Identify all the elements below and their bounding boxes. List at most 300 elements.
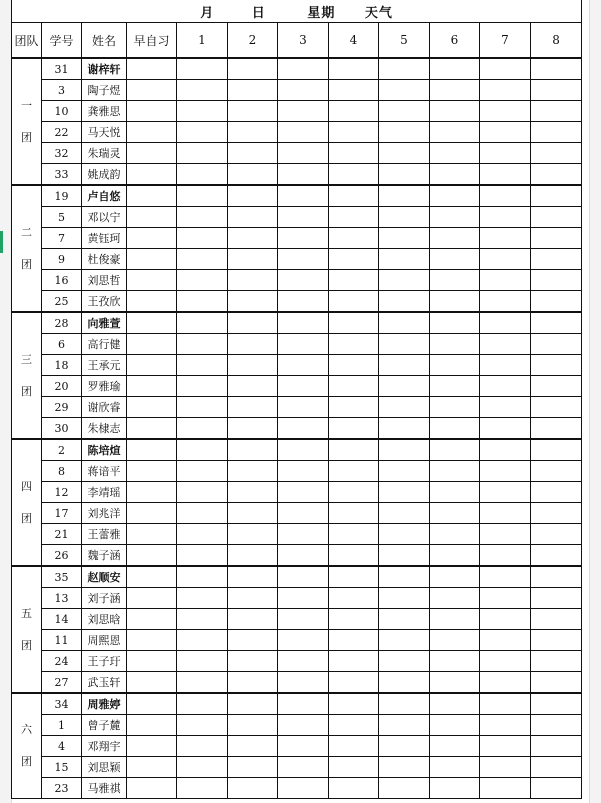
period-cell[interactable] — [228, 778, 278, 799]
period-cell[interactable] — [329, 228, 379, 249]
period-cell[interactable] — [177, 524, 228, 545]
period-cell[interactable] — [379, 207, 430, 228]
period-cell[interactable] — [480, 715, 531, 736]
period-cell[interactable] — [278, 334, 329, 355]
period-cell[interactable] — [177, 778, 228, 799]
period-cell[interactable] — [278, 80, 329, 101]
period-cell[interactable] — [379, 693, 430, 715]
period-cell[interactable] — [228, 524, 278, 545]
morning-study-cell[interactable] — [127, 651, 177, 672]
period-cell[interactable] — [379, 715, 430, 736]
period-cell[interactable] — [228, 312, 278, 334]
period-cell[interactable] — [430, 566, 480, 588]
period-cell[interactable] — [329, 249, 379, 270]
period-cell[interactable] — [531, 291, 582, 313]
period-cell[interactable] — [228, 503, 278, 524]
period-cell[interactable] — [531, 397, 582, 418]
period-cell[interactable] — [531, 693, 582, 715]
period-cell[interactable] — [379, 588, 430, 609]
period-cell[interactable] — [278, 249, 329, 270]
period-cell[interactable] — [278, 672, 329, 694]
period-cell[interactable] — [480, 376, 531, 397]
student-id-cell[interactable]: 2 — [42, 439, 82, 461]
student-id-cell[interactable]: 13 — [42, 588, 82, 609]
period-cell[interactable] — [278, 164, 329, 186]
period-cell[interactable] — [480, 143, 531, 164]
student-name-cell[interactable]: 王承元 — [82, 355, 127, 376]
period-cell[interactable] — [430, 482, 480, 503]
student-id-cell[interactable]: 3 — [42, 80, 82, 101]
period-cell[interactable] — [329, 672, 379, 694]
period-cell[interactable] — [329, 122, 379, 143]
period-cell[interactable] — [228, 693, 278, 715]
period-cell[interactable] — [329, 715, 379, 736]
period-cell[interactable] — [177, 291, 228, 313]
period-cell[interactable] — [329, 312, 379, 334]
period-cell[interactable] — [278, 757, 329, 778]
period-cell[interactable] — [531, 355, 582, 376]
student-name-cell[interactable]: 周熙恩 — [82, 630, 127, 651]
period-cell[interactable] — [278, 185, 329, 207]
period-cell[interactable] — [278, 122, 329, 143]
student-name-cell[interactable]: 杜俊豪 — [82, 249, 127, 270]
student-id-cell[interactable]: 33 — [42, 164, 82, 186]
period-cell[interactable] — [531, 143, 582, 164]
period-cell[interactable] — [379, 566, 430, 588]
student-name-cell[interactable]: 刘思晗 — [82, 609, 127, 630]
morning-study-cell[interactable] — [127, 757, 177, 778]
period-cell[interactable] — [430, 672, 480, 694]
period-cell[interactable] — [228, 228, 278, 249]
period-cell[interactable] — [228, 588, 278, 609]
period-cell[interactable] — [278, 715, 329, 736]
header-morning-study[interactable]: 早自习 — [127, 23, 177, 59]
period-cell[interactable] — [329, 207, 379, 228]
period-cell[interactable] — [228, 397, 278, 418]
period-cell[interactable] — [531, 80, 582, 101]
period-cell[interactable] — [430, 778, 480, 799]
period-cell[interactable] — [430, 101, 480, 122]
period-cell[interactable] — [379, 164, 430, 186]
period-cell[interactable] — [329, 524, 379, 545]
period-cell[interactable] — [480, 651, 531, 672]
period-cell[interactable] — [329, 651, 379, 672]
period-cell[interactable] — [430, 312, 480, 334]
student-name-cell[interactable]: 王子玗 — [82, 651, 127, 672]
period-cell[interactable] — [480, 757, 531, 778]
period-cell[interactable] — [228, 291, 278, 313]
period-cell[interactable] — [329, 270, 379, 291]
period-cell[interactable] — [177, 693, 228, 715]
header-period-4[interactable]: 4 — [329, 23, 379, 59]
period-cell[interactable] — [228, 80, 278, 101]
period-cell[interactable] — [531, 524, 582, 545]
period-cell[interactable] — [430, 609, 480, 630]
period-cell[interactable] — [177, 270, 228, 291]
period-cell[interactable] — [480, 185, 531, 207]
period-cell[interactable] — [480, 312, 531, 334]
period-cell[interactable] — [177, 566, 228, 588]
period-cell[interactable] — [531, 376, 582, 397]
period-cell[interactable] — [430, 545, 480, 567]
period-cell[interactable] — [278, 524, 329, 545]
period-cell[interactable] — [430, 355, 480, 376]
period-cell[interactable] — [480, 164, 531, 186]
student-name-cell[interactable]: 卢自悠 — [82, 185, 127, 207]
period-cell[interactable] — [531, 588, 582, 609]
morning-study-cell[interactable] — [127, 566, 177, 588]
student-id-cell[interactable]: 24 — [42, 651, 82, 672]
student-id-cell[interactable]: 19 — [42, 185, 82, 207]
morning-study-cell[interactable] — [127, 312, 177, 334]
period-cell[interactable] — [329, 588, 379, 609]
period-cell[interactable] — [480, 334, 531, 355]
period-cell[interactable] — [480, 228, 531, 249]
student-id-cell[interactable]: 1 — [42, 715, 82, 736]
period-cell[interactable] — [531, 334, 582, 355]
period-cell[interactable] — [278, 503, 329, 524]
period-cell[interactable] — [480, 630, 531, 651]
period-cell[interactable] — [177, 672, 228, 694]
period-cell[interactable] — [379, 185, 430, 207]
period-cell[interactable] — [379, 503, 430, 524]
student-name-cell[interactable]: 赵顺安 — [82, 566, 127, 588]
period-cell[interactable] — [531, 418, 582, 440]
period-cell[interactable] — [329, 80, 379, 101]
period-cell[interactable] — [531, 503, 582, 524]
student-name-cell[interactable]: 邓以宁 — [82, 207, 127, 228]
student-id-cell[interactable]: 31 — [42, 58, 82, 80]
student-id-cell[interactable]: 8 — [42, 461, 82, 482]
student-name-cell[interactable]: 谢欣睿 — [82, 397, 127, 418]
period-cell[interactable] — [278, 397, 329, 418]
period-cell[interactable] — [379, 736, 430, 757]
period-cell[interactable] — [228, 715, 278, 736]
period-cell[interactable] — [228, 355, 278, 376]
morning-study-cell[interactable] — [127, 143, 177, 164]
header-period-5[interactable]: 5 — [379, 23, 430, 59]
student-id-cell[interactable]: 35 — [42, 566, 82, 588]
period-cell[interactable] — [278, 545, 329, 567]
period-cell[interactable] — [531, 736, 582, 757]
period-cell[interactable] — [329, 566, 379, 588]
period-cell[interactable] — [329, 164, 379, 186]
period-cell[interactable] — [480, 461, 531, 482]
period-cell[interactable] — [531, 101, 582, 122]
period-cell[interactable] — [430, 736, 480, 757]
period-cell[interactable] — [278, 143, 329, 164]
period-cell[interactable] — [480, 122, 531, 143]
period-cell[interactable] — [480, 609, 531, 630]
period-cell[interactable] — [278, 418, 329, 440]
period-cell[interactable] — [177, 249, 228, 270]
period-cell[interactable] — [228, 545, 278, 567]
period-cell[interactable] — [480, 545, 531, 567]
period-cell[interactable] — [228, 482, 278, 503]
period-cell[interactable] — [329, 757, 379, 778]
morning-study-cell[interactable] — [127, 439, 177, 461]
header-period-8[interactable]: 8 — [531, 23, 582, 59]
period-cell[interactable] — [480, 503, 531, 524]
period-cell[interactable] — [177, 630, 228, 651]
period-cell[interactable] — [379, 291, 430, 313]
period-cell[interactable] — [480, 101, 531, 122]
student-name-cell[interactable]: 龚雅思 — [82, 101, 127, 122]
period-cell[interactable] — [329, 778, 379, 799]
student-name-cell[interactable]: 武玉轩 — [82, 672, 127, 694]
period-cell[interactable] — [278, 461, 329, 482]
period-cell[interactable] — [379, 418, 430, 440]
period-cell[interactable] — [228, 143, 278, 164]
period-cell[interactable] — [329, 397, 379, 418]
title-cell[interactable] — [12, 0, 582, 23]
morning-study-cell[interactable] — [127, 270, 177, 291]
period-cell[interactable] — [531, 672, 582, 694]
period-cell[interactable] — [480, 418, 531, 440]
morning-study-cell[interactable] — [127, 630, 177, 651]
student-id-cell[interactable]: 12 — [42, 482, 82, 503]
period-cell[interactable] — [329, 736, 379, 757]
student-id-cell[interactable]: 6 — [42, 334, 82, 355]
period-cell[interactable] — [228, 651, 278, 672]
period-cell[interactable] — [379, 122, 430, 143]
morning-study-cell[interactable] — [127, 58, 177, 80]
period-cell[interactable] — [228, 609, 278, 630]
period-cell[interactable] — [278, 376, 329, 397]
period-cell[interactable] — [480, 80, 531, 101]
morning-study-cell[interactable] — [127, 228, 177, 249]
period-cell[interactable] — [379, 101, 430, 122]
period-cell[interactable] — [278, 101, 329, 122]
period-cell[interactable] — [177, 588, 228, 609]
period-cell[interactable] — [177, 461, 228, 482]
period-cell[interactable] — [430, 503, 480, 524]
morning-study-cell[interactable] — [127, 80, 177, 101]
period-cell[interactable] — [430, 143, 480, 164]
student-name-cell[interactable]: 蒋谙平 — [82, 461, 127, 482]
period-cell[interactable] — [379, 651, 430, 672]
group-label-cell[interactable] — [12, 58, 42, 185]
student-name-cell[interactable]: 李靖瑶 — [82, 482, 127, 503]
student-id-cell[interactable]: 11 — [42, 630, 82, 651]
period-cell[interactable] — [177, 334, 228, 355]
morning-study-cell[interactable] — [127, 609, 177, 630]
period-cell[interactable] — [177, 312, 228, 334]
period-cell[interactable] — [329, 609, 379, 630]
student-name-cell[interactable]: 陈培煊 — [82, 439, 127, 461]
period-cell[interactable] — [379, 545, 430, 567]
period-cell[interactable] — [329, 439, 379, 461]
student-id-cell[interactable]: 16 — [42, 270, 82, 291]
morning-study-cell[interactable] — [127, 545, 177, 567]
period-cell[interactable] — [177, 545, 228, 567]
period-cell[interactable] — [430, 376, 480, 397]
period-cell[interactable] — [430, 291, 480, 313]
period-cell[interactable] — [278, 651, 329, 672]
header-period-6[interactable]: 6 — [430, 23, 480, 59]
period-cell[interactable] — [278, 207, 329, 228]
morning-study-cell[interactable] — [127, 397, 177, 418]
period-cell[interactable] — [531, 778, 582, 799]
period-cell[interactable] — [480, 270, 531, 291]
period-cell[interactable] — [480, 693, 531, 715]
period-cell[interactable] — [379, 143, 430, 164]
student-name-cell[interactable]: 刘兆洋 — [82, 503, 127, 524]
period-cell[interactable] — [278, 270, 329, 291]
period-cell[interactable] — [480, 524, 531, 545]
period-cell[interactable] — [278, 58, 329, 80]
period-cell[interactable] — [329, 291, 379, 313]
header-period-2[interactable]: 2 — [228, 23, 278, 59]
header-group[interactable]: 团队 — [12, 23, 42, 59]
morning-study-cell[interactable] — [127, 736, 177, 757]
period-cell[interactable] — [379, 80, 430, 101]
period-cell[interactable] — [329, 334, 379, 355]
period-cell[interactable] — [531, 185, 582, 207]
period-cell[interactable] — [177, 715, 228, 736]
period-cell[interactable] — [430, 439, 480, 461]
period-cell[interactable] — [430, 270, 480, 291]
header-name[interactable]: 姓名 — [82, 23, 127, 59]
student-name-cell[interactable]: 朱瑞灵 — [82, 143, 127, 164]
period-cell[interactable] — [430, 228, 480, 249]
period-cell[interactable] — [379, 757, 430, 778]
period-cell[interactable] — [531, 249, 582, 270]
period-cell[interactable] — [329, 503, 379, 524]
group-label-cell[interactable] — [12, 312, 42, 439]
period-cell[interactable] — [228, 672, 278, 694]
morning-study-cell[interactable] — [127, 778, 177, 799]
student-id-cell[interactable]: 26 — [42, 545, 82, 567]
period-cell[interactable] — [329, 143, 379, 164]
student-id-cell[interactable]: 34 — [42, 693, 82, 715]
student-name-cell[interactable]: 刘子涵 — [82, 588, 127, 609]
period-cell[interactable] — [177, 355, 228, 376]
morning-study-cell[interactable] — [127, 693, 177, 715]
period-cell[interactable] — [177, 736, 228, 757]
period-cell[interactable] — [228, 122, 278, 143]
period-cell[interactable] — [379, 312, 430, 334]
period-cell[interactable] — [278, 588, 329, 609]
period-cell[interactable] — [430, 715, 480, 736]
student-id-cell[interactable]: 30 — [42, 418, 82, 440]
student-name-cell[interactable]: 周雅婷 — [82, 693, 127, 715]
period-cell[interactable] — [329, 58, 379, 80]
morning-study-cell[interactable] — [127, 164, 177, 186]
period-cell[interactable] — [480, 207, 531, 228]
period-cell[interactable] — [430, 651, 480, 672]
period-cell[interactable] — [531, 545, 582, 567]
morning-study-cell[interactable] — [127, 122, 177, 143]
period-cell[interactable] — [177, 376, 228, 397]
period-cell[interactable] — [329, 185, 379, 207]
period-cell[interactable] — [531, 270, 582, 291]
student-id-cell[interactable]: 17 — [42, 503, 82, 524]
period-cell[interactable] — [228, 566, 278, 588]
period-cell[interactable] — [177, 439, 228, 461]
student-id-cell[interactable]: 25 — [42, 291, 82, 313]
period-cell[interactable] — [480, 672, 531, 694]
period-cell[interactable] — [379, 524, 430, 545]
period-cell[interactable] — [177, 80, 228, 101]
header-student-id[interactable]: 学号 — [42, 23, 82, 59]
period-cell[interactable] — [531, 207, 582, 228]
period-cell[interactable] — [379, 778, 430, 799]
period-cell[interactable] — [480, 482, 531, 503]
period-cell[interactable] — [177, 418, 228, 440]
period-cell[interactable] — [329, 355, 379, 376]
period-cell[interactable] — [177, 122, 228, 143]
group-label-cell[interactable] — [12, 185, 42, 312]
period-cell[interactable] — [430, 164, 480, 186]
student-id-cell[interactable]: 18 — [42, 355, 82, 376]
period-cell[interactable] — [329, 482, 379, 503]
period-cell[interactable] — [531, 566, 582, 588]
period-cell[interactable] — [329, 693, 379, 715]
period-cell[interactable] — [430, 524, 480, 545]
period-cell[interactable] — [177, 207, 228, 228]
period-cell[interactable] — [480, 249, 531, 270]
morning-study-cell[interactable] — [127, 185, 177, 207]
period-cell[interactable] — [531, 757, 582, 778]
period-cell[interactable] — [480, 58, 531, 80]
period-cell[interactable] — [177, 482, 228, 503]
period-cell[interactable] — [278, 693, 329, 715]
period-cell[interactable] — [531, 715, 582, 736]
student-name-cell[interactable]: 姚成韵 — [82, 164, 127, 186]
period-cell[interactable] — [278, 439, 329, 461]
period-cell[interactable] — [278, 312, 329, 334]
student-id-cell[interactable]: 32 — [42, 143, 82, 164]
period-cell[interactable] — [177, 185, 228, 207]
period-cell[interactable] — [430, 588, 480, 609]
period-cell[interactable] — [228, 736, 278, 757]
student-name-cell[interactable]: 曾子麓 — [82, 715, 127, 736]
period-cell[interactable] — [531, 482, 582, 503]
period-cell[interactable] — [531, 461, 582, 482]
period-cell[interactable] — [278, 228, 329, 249]
period-cell[interactable] — [228, 757, 278, 778]
period-cell[interactable] — [278, 609, 329, 630]
period-cell[interactable] — [329, 418, 379, 440]
period-cell[interactable] — [329, 630, 379, 651]
period-cell[interactable] — [379, 355, 430, 376]
period-cell[interactable] — [379, 249, 430, 270]
period-cell[interactable] — [228, 185, 278, 207]
period-cell[interactable] — [177, 757, 228, 778]
period-cell[interactable] — [480, 778, 531, 799]
student-id-cell[interactable]: 20 — [42, 376, 82, 397]
morning-study-cell[interactable] — [127, 355, 177, 376]
student-id-cell[interactable]: 9 — [42, 249, 82, 270]
student-name-cell[interactable]: 王孜欣 — [82, 291, 127, 313]
student-name-cell[interactable]: 向雅萱 — [82, 312, 127, 334]
period-cell[interactable] — [228, 630, 278, 651]
student-name-cell[interactable]: 魏子涵 — [82, 545, 127, 567]
student-id-cell[interactable]: 15 — [42, 757, 82, 778]
student-id-cell[interactable]: 5 — [42, 207, 82, 228]
student-id-cell[interactable]: 22 — [42, 122, 82, 143]
period-cell[interactable] — [531, 609, 582, 630]
group-label-cell[interactable] — [12, 439, 42, 566]
period-cell[interactable] — [228, 101, 278, 122]
morning-study-cell[interactable] — [127, 249, 177, 270]
period-cell[interactable] — [228, 418, 278, 440]
right-scroll-gutter[interactable] — [589, 0, 601, 803]
student-name-cell[interactable]: 陶子煜 — [82, 80, 127, 101]
period-cell[interactable] — [430, 461, 480, 482]
student-id-cell[interactable]: 4 — [42, 736, 82, 757]
